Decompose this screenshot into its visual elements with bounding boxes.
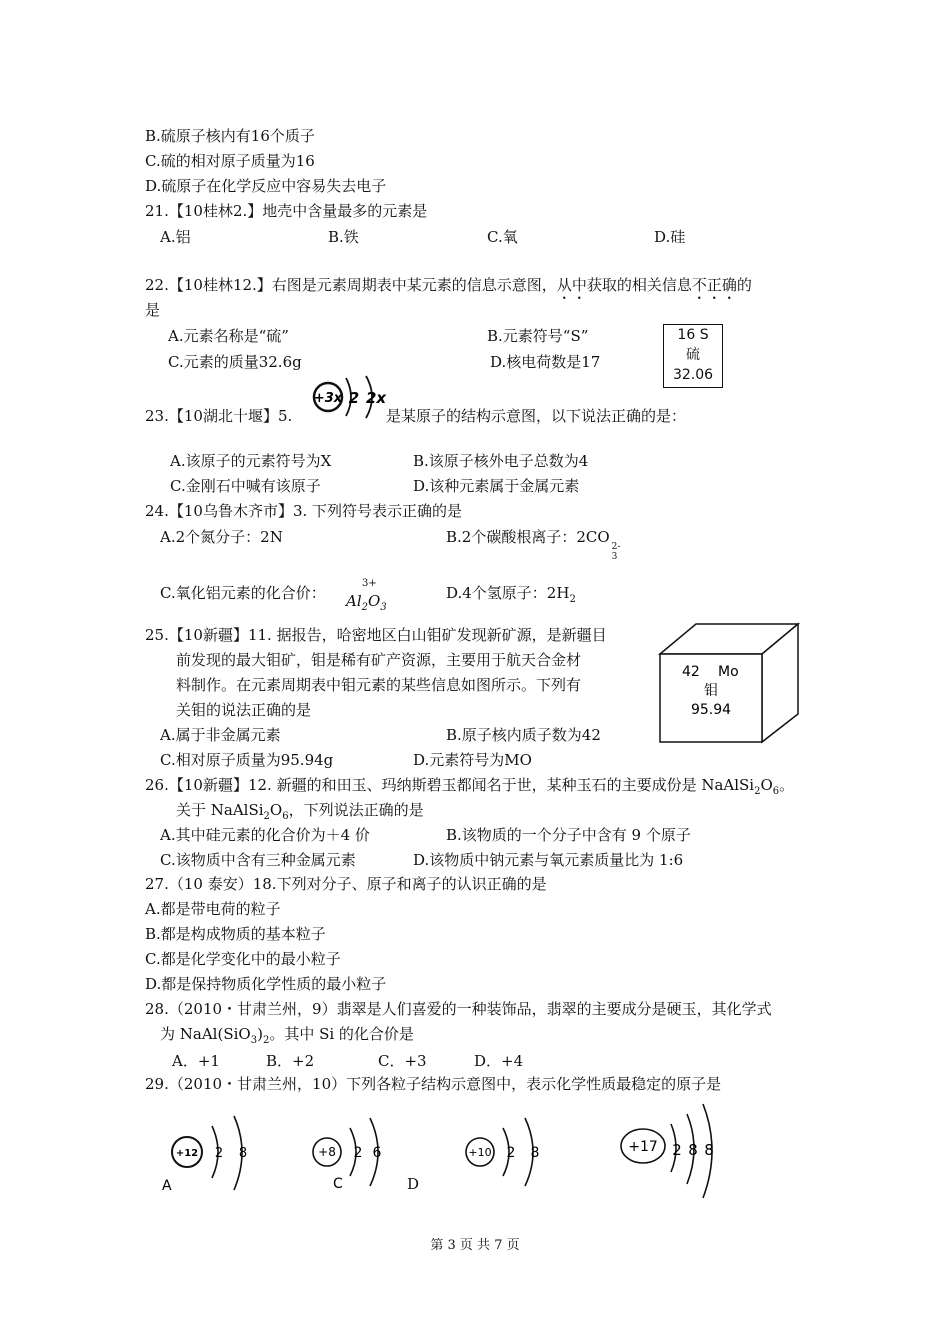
svg-text:+12: +12: [175, 1148, 199, 1159]
svg-text:2: 2: [353, 1145, 363, 1161]
svg-text:+3x: +3x: [313, 391, 343, 406]
page-footer: 第 3 页 共 7 页: [430, 1238, 520, 1253]
q26-option-a: A.其中硅元素的化合价为＋4 价: [160, 826, 370, 844]
q20-option-d: D.硫原子在化学反应中容易失去电子: [145, 177, 387, 195]
q26-option-b: B.该物质的一个分子中含有 9 个原子: [446, 826, 691, 844]
q29-diagram-chlorine: [615, 1100, 725, 1200]
q28-stem-line1: 28.（2010・甘肃兰州，9）翡翠是人们喜爱的一种装饰品，翡翠的主要成分是硬玉，其化学式: [145, 1000, 772, 1018]
q26-option-d: D.该物质中钠元素与氧元素质量比为 1:6: [413, 851, 684, 869]
svg-text:C: C: [333, 1176, 343, 1192]
q29-diagram-oxygen: [300, 1108, 400, 1198]
svg-text:钼: 钼: [704, 683, 718, 699]
q22-option-d: D.核电荷数是17: [490, 353, 601, 371]
svg-text:8: 8: [688, 1141, 698, 1159]
q25-stem-line4: 关钼的说法正确的是: [176, 701, 312, 719]
q23-atom-structure-diagram: [310, 372, 390, 422]
aluminium-oxide-valence-formula: 3+ $Al_2O_3$: [346, 578, 387, 613]
q24-option-a: A.2个氮分子：2N: [160, 528, 283, 546]
q25-option-b: B.原子核内质子数为42: [446, 726, 601, 744]
q21-option-a: A.铝: [160, 228, 191, 246]
svg-text:Mo: Mo: [718, 664, 739, 680]
svg-text:2: 2: [672, 1141, 682, 1159]
q22-stem: 22.【10桂林12.】右图是元素周期表中某元素的信息示意图，从中获取的相关信息不正确的: [145, 276, 752, 294]
q27-option-a: A.都是带电荷的粒子: [145, 900, 281, 918]
q21-stem: 21.【10桂林2.】地壳中含量最多的元素是: [145, 202, 428, 220]
q26-option-c: C.该物质中含有三种金属元素: [160, 851, 356, 869]
svg-text:8: 8: [704, 1141, 714, 1159]
q21-option-d: D.硅: [654, 228, 686, 246]
q22-stem-line2: 是: [145, 301, 161, 319]
q29-diagram-magnesium: [158, 1108, 258, 1198]
q23-stem-post: 是某原子的结构示意图，以下说法正确的是：: [386, 407, 687, 425]
q23-stem-pre: 23.【10湖北十堰】5.: [145, 407, 293, 425]
q23-option-b: B.该原子核外电子总数为4: [413, 452, 589, 470]
q25-stem-line3: 料制作。在元素周期表中钼元素的某些信息如图所示。下列有: [176, 676, 582, 694]
q25-option-a: A.属于非金属元素: [160, 726, 281, 744]
svg-text:2: 2: [214, 1146, 224, 1161]
svg-text:2: 2: [348, 389, 360, 407]
svg-text:6: 6: [372, 1145, 382, 1161]
q24-option-c: C.氧化铝元素的化合价：: [160, 584, 326, 602]
q28-option-c: C．+3: [378, 1052, 427, 1070]
q24-stem: 24.【10乌鲁木齐市】3. 下列符号表示正确的是: [145, 502, 463, 520]
q28-option-d: D．+4: [474, 1052, 524, 1070]
q21-option-b: B.铁: [328, 228, 359, 246]
q25-option-c: C.相对原子质量为95.94g: [160, 751, 334, 769]
q24-option-d: D.4个氢原子：$2H_2$: [446, 584, 576, 605]
q20-option-c: C.硫的相对原子质量为16: [145, 152, 315, 170]
q23-option-a: A.该原子的元素符号为X: [170, 452, 332, 470]
q27-option-c: C.都是化学变化中的最小粒子: [145, 950, 341, 968]
svg-text:8: 8: [238, 1146, 248, 1161]
q26-stem-line2: 关于 $NaAlSi_2O_6$，下列说法正确的是: [176, 801, 424, 822]
q22-option-a: A.元素名称是“硫”: [168, 327, 289, 345]
q26-stem-line1: 26.【10新疆】12. 新疆的和田玉、玛纳斯碧玉都闻名于世，某种玉石的主要成份是 $NaAlSi_2O_6$。: [145, 776, 795, 797]
q25-option-d: D.元素符号为MO: [413, 751, 532, 769]
svg-text:A: A: [162, 1178, 172, 1194]
svg-text:95.94: 95.94: [690, 702, 732, 718]
molybdenum-element-cube: [658, 622, 802, 746]
q27-option-d: D.都是保持物质化学性质的最小粒子: [145, 975, 387, 993]
q29-stem: 29.（2010・甘肃兰州，10）下列各粒子结构示意图中，表示化学性质最稳定的原子是: [145, 1075, 722, 1093]
q28-option-a: A．+1: [172, 1052, 220, 1070]
svg-text:2x: 2x: [365, 389, 387, 407]
q29-diagram-neon: [455, 1108, 555, 1188]
q28-stem-line2: 为 $NaAl(SiO_3)_2$。其中 Si 的化合价是: [160, 1025, 414, 1046]
q25-stem-line1: 25.【10新疆】11. 据报告，哈密地区白山钼矿发现新矿源，是新疆目: [145, 626, 607, 644]
q20-option-b: B.硫原子核内有16个质子: [145, 127, 315, 145]
q28-option-b: B．+2: [266, 1052, 315, 1070]
svg-text:2: 2: [506, 1145, 516, 1161]
q23-option-d: D.该种元素属于金属元素: [413, 477, 580, 495]
svg-text:+17: +17: [628, 1139, 658, 1155]
svg-text:+10: +10: [468, 1146, 492, 1159]
svg-text:42: 42: [682, 664, 700, 680]
sulfur-element-card: 16 S 硫 32.06: [663, 324, 723, 388]
q27-option-b: B.都是构成物质的基本粒子: [145, 925, 326, 943]
q23-option-c: C.金刚石中喊有该原子: [170, 477, 321, 495]
svg-text:8: 8: [530, 1145, 540, 1161]
q22-option-b: B.元素符号“S”: [487, 327, 589, 345]
q25-stem-line2: 前发现的最大钼矿，钼是稀有矿产资源，主要用于航天合金材: [176, 651, 582, 669]
q21-option-c: C.氧: [487, 228, 518, 246]
q22-option-c: C.元素的质量32.6g: [168, 353, 302, 371]
svg-text:+8: +8: [318, 1145, 336, 1159]
q27-stem: 27.（10 泰安）18.下列对分子、原子和离子的认识正确的是: [145, 875, 547, 893]
q24-option-b: B.2个碳酸根离子：2CO 2- 3: [446, 528, 621, 562]
q29-label-d: D: [407, 1175, 420, 1193]
